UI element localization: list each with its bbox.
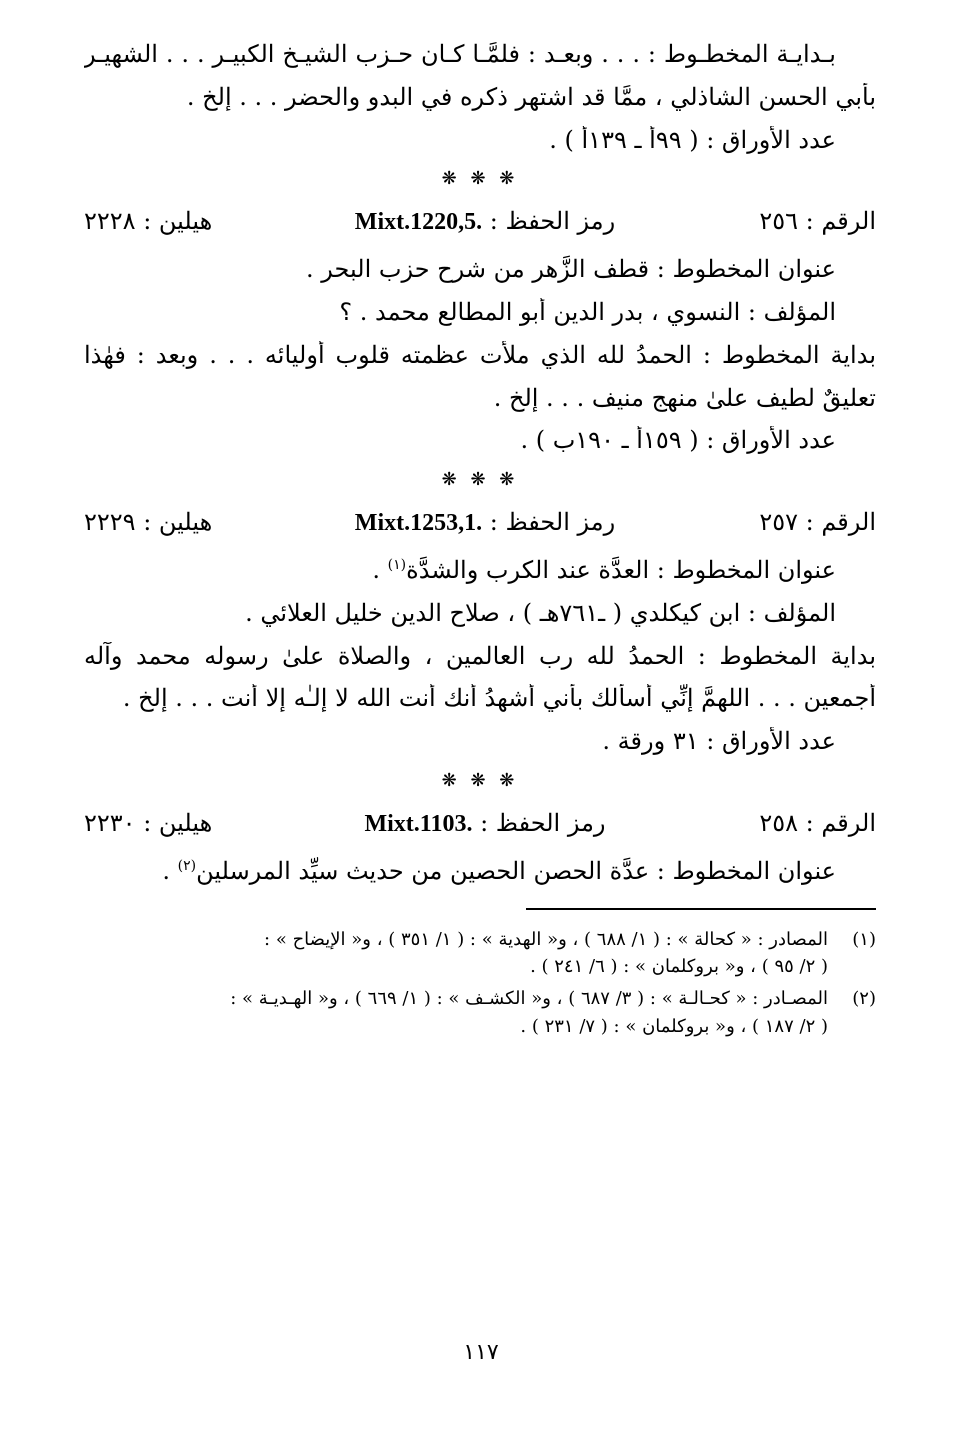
shelf-code: Mixt.1253,1. — [354, 510, 483, 537]
footnote-divider — [526, 908, 876, 910]
footnote-number: (٢) — [852, 988, 876, 1010]
entry-beginning-line-2: أجمعين . . . اللهمَّ إنِّي أسألك بأني أشهدُ أنك أنت الله لا إلـٰه إلا أنت . . . إلخ . — [122, 684, 876, 713]
entry-number: الرقم : ٢٥٦ — [759, 207, 876, 236]
entry-title — [84, 857, 876, 886]
helin-number: هيلين : ٢٢٢٨ — [84, 207, 213, 236]
shelf-label: رمز الحفظ : — [489, 207, 616, 236]
shelf-label: رمز الحفظ : — [480, 808, 606, 837]
footnote-text — [84, 985, 828, 1041]
footnote-2 — [84, 985, 876, 1041]
entry-256 — [84, 207, 876, 455]
entry-title-end: . — [372, 555, 388, 584]
entry-title — [84, 556, 876, 585]
separator-stars: ❋ ❋ ❋ — [441, 769, 519, 791]
entry-pages: عدد الأوراق : ( ١٥٩أ ـ ١٩٠ب ) . — [520, 426, 836, 455]
entry-number: الرقم : ٢٥٨ — [759, 808, 876, 837]
manuscript-catalog-page — [84, 40, 876, 1045]
entry-title-text: عنوان المخطوط : عدَّة الحصن الحصين من حديث سيِّد المرسلين — [196, 856, 836, 885]
shelf-code: Mixt.1220,5. — [354, 209, 483, 236]
shelf-mark — [254, 809, 716, 839]
entry-header — [84, 207, 876, 237]
shelf-code: Mixt.1103. — [364, 810, 473, 837]
intro-beginning-line-1: بـدايـة المخطـوط : . . . وبعـد : فلمَّـا كـان حـزب الشيـخ الكبيـر . . . الشهيـر — [84, 40, 836, 68]
helin-number: هيلين : ٢٢٣٠ — [84, 808, 213, 837]
footnote-1 — [84, 926, 876, 982]
footnote-ref-2: (٢) — [177, 857, 197, 874]
footnote-line: المصـادر : « كحـالـة » : ( ٣/ ٦٨٧ ) ، و« الكشـف » : ( ١/ ٦٦٩ ) ، و« الهـديـة » : — [230, 988, 828, 1010]
intro-beginning-line-2: بأبي الحسن الشاذلي ، ممَّا قد اشتهر ذكره في البدو والحضر . . . إلخ . — [186, 82, 876, 111]
entry-author: المؤلف : ابن كيكلدي ( ـ٧٦١هـ ) ، صلاح الدين خليل العلائي . — [245, 598, 836, 627]
entry-title: عنوان المخطوط : قطف الزَّهر من شرح حزب البحر . — [306, 255, 836, 284]
separator-stars: ❋ ❋ ❋ — [441, 469, 519, 491]
shelf-label: رمز الحفظ : — [489, 508, 616, 537]
entry-title-end: . — [162, 856, 178, 885]
intro-pages: عدد الأوراق : ( ٩٩أ ـ ١٣٩أ ) . — [549, 125, 836, 154]
entry-beginning-line-1: بداية المخطوط : الحمدُ لله الذي ملأت عظمته قلوب أوليائه . . . وبعد : فهٰذا — [84, 340, 876, 369]
entry-title-text: عنوان المخطوط : العدَّة عند الكرب والشدَّة — [406, 555, 836, 584]
helin-number: هيلين : ٢٢٢٩ — [84, 508, 213, 537]
page-number: ١١٧ — [463, 1340, 499, 1365]
separator-stars: ❋ ❋ ❋ — [441, 168, 519, 190]
entry-author: المؤلف : النسوي ، بدر الدين أبو المطالع محمد . ؟ — [339, 297, 836, 326]
shelf-mark — [254, 207, 716, 237]
entry-number: الرقم : ٢٥٧ — [759, 508, 876, 537]
footnote-number: (١) — [852, 928, 876, 950]
entry-257 — [84, 508, 876, 756]
footnote-line: ( ٢/ ٩٥ ) ، و« بروكلمان » : ( ٦/ ٢٤١ ) . — [530, 956, 828, 978]
footnote-ref-1: (١) — [387, 556, 407, 573]
entry-header — [84, 508, 876, 538]
entry-258 — [84, 809, 876, 886]
footnote-line: المصادر : « كحالة » : ( ١/ ٦٨٨ ) ، و« الهدية » : ( ١/ ٣٥١ ) ، و« الإيضاح » : — [264, 928, 828, 950]
entry-header — [84, 809, 876, 839]
entry-beginning-line-1: بداية المخطوط : الحمدُ لله رب العالمين ، والصلاة علىٰ رسوله محمد وآله — [84, 641, 876, 670]
footnote-line: ( ٢/ ١٨٧ ) ، و« بروكلمان » : ( ٧/ ٢٣١ ) . — [520, 1016, 828, 1038]
footnote-text — [84, 926, 828, 982]
entry-pages: عدد الأوراق : ٣١ ورقة . — [602, 727, 836, 756]
shelf-mark — [254, 508, 716, 538]
entry-beginning-line-2: تعليقٌ لطيف علىٰ منهج منيف . . . إلخ . — [493, 383, 876, 412]
